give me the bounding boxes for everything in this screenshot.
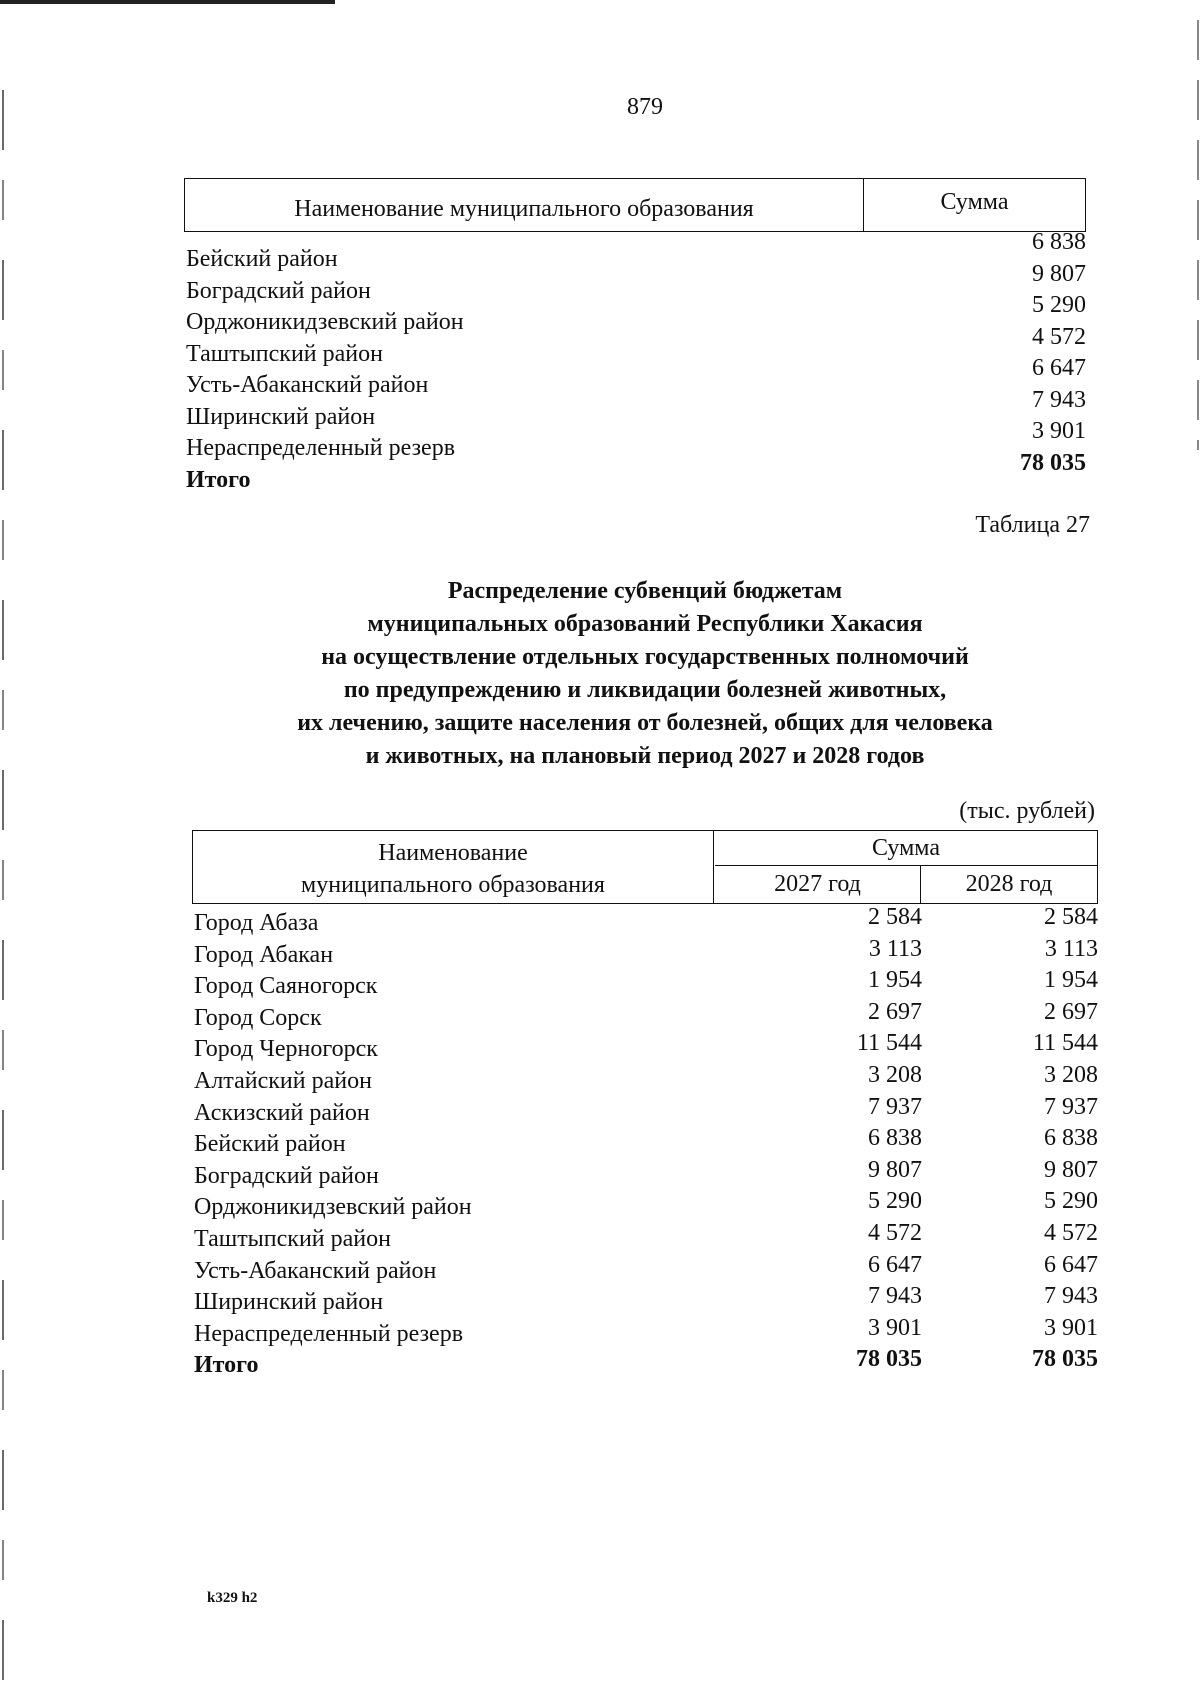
- row-value: 5 290: [1032, 292, 1086, 318]
- row-value-2028: 7 937: [1044, 1093, 1098, 1120]
- row-value-2027: 7 943: [868, 1283, 922, 1310]
- table2-header-name: [193, 831, 714, 903]
- row-name: Боградский район: [194, 1162, 379, 1189]
- table2-header-year-2027: 2027 год: [715, 866, 921, 903]
- table-row: [186, 386, 1086, 430]
- total-value-2027: 78 035: [856, 1346, 922, 1373]
- scan-edge-left: [2, 90, 4, 1680]
- row-value-2028: 11 544: [1032, 1030, 1098, 1057]
- row-value-2027: 4 572: [868, 1220, 922, 1246]
- table-row: [186, 355, 1086, 398]
- row-value-2028: 9 807: [1044, 1156, 1098, 1183]
- table-row: [194, 935, 1098, 970]
- row-name: Орджоникидзевский район: [194, 1194, 472, 1221]
- table2-header-year-2028: 2028 год: [965, 871, 1053, 897]
- table-row: [186, 260, 1086, 304]
- title-line: по предупреждению и ликвидации болезней животных,: [343, 677, 947, 703]
- table-title: [0, 575, 1200, 773]
- row-value-2028: 3 208: [1044, 1062, 1098, 1088]
- row-value: 4 572: [1032, 323, 1086, 350]
- row-name: Бейский район: [194, 1131, 346, 1158]
- row-name: Город Абакан: [194, 941, 334, 968]
- scan-edge-right: [1197, 20, 1199, 450]
- row-value-2027: 3 901: [868, 1314, 922, 1341]
- table-row: [194, 1156, 1098, 1191]
- title-line: муниципальных образований Республики Хакасия: [367, 611, 923, 637]
- table-row: [194, 1222, 1098, 1254]
- row-name: Усть-Абаканский район: [186, 372, 429, 398]
- row-value: 7 943: [1032, 386, 1086, 413]
- row-value-2027: 5 290: [868, 1188, 922, 1215]
- row-name: Боградский район: [186, 277, 371, 304]
- row-name: Город Черногорск: [194, 1036, 378, 1063]
- table-row: [194, 906, 1098, 938]
- row-value: 3 901: [1032, 418, 1086, 444]
- total-value-2028: 78 035: [1032, 1346, 1098, 1373]
- document-code: k329 h2: [207, 1590, 258, 1606]
- table1-header-name: Наименование муниципального образования: [185, 179, 864, 231]
- scan-edge-top: [0, 0, 335, 4]
- row-value-2027: 3 208: [868, 1062, 922, 1088]
- table-total-row: [186, 449, 1086, 493]
- table2-header-sum: Сумма: [715, 831, 1097, 866]
- row-name: Аскизский район: [194, 1099, 370, 1126]
- row-value-2028: 6 647: [1044, 1251, 1098, 1278]
- table-row: [194, 1032, 1098, 1064]
- title-line: на осуществление отдельных государственных полномочий: [321, 644, 969, 670]
- row-value-2027: 1 954: [868, 967, 922, 994]
- units-label: (тыс. рублей): [959, 798, 1095, 824]
- row-value-2027: 3 113: [868, 935, 922, 962]
- table-row: [194, 1093, 1098, 1128]
- table-row: [194, 1314, 1098, 1349]
- row-value-2027: 11 544: [856, 1030, 922, 1057]
- table-row: [194, 1190, 1098, 1222]
- row-value-2028: 4 572: [1044, 1220, 1098, 1246]
- row-name: Город Саяногорск: [194, 973, 378, 1000]
- row-value: 6 838: [1032, 229, 1086, 255]
- row-value-2028: 2 584: [1044, 904, 1098, 930]
- row-value: 6 647: [1032, 355, 1086, 381]
- row-value-2027: 6 838: [868, 1125, 922, 1152]
- row-name: Усть-Абаканский район: [194, 1257, 437, 1284]
- row-value-2028: 7 943: [1044, 1283, 1098, 1310]
- table-row: [194, 1064, 1098, 1096]
- row-name: Ширинский район: [194, 1289, 384, 1316]
- page-number: 879: [627, 94, 663, 120]
- row-value-2027: 2 697: [868, 998, 922, 1025]
- row-name: Нераспределенный резерв: [186, 435, 456, 461]
- row-value-2027: 7 937: [868, 1093, 922, 1120]
- row-name: Нераспределенный резерв: [194, 1320, 464, 1347]
- row-name: Бейский район: [186, 246, 338, 272]
- total-value: 78 035: [1020, 449, 1086, 476]
- row-value-2028: 3 113: [1044, 935, 1098, 962]
- row-value-2028: 3 901: [1044, 1314, 1098, 1341]
- row-value-2027: 6 647: [868, 1251, 922, 1278]
- row-name: Город Абаза: [194, 910, 319, 936]
- row-name: Таштыпский район: [186, 340, 383, 367]
- row-value: 9 807: [1032, 260, 1086, 287]
- table-row: [186, 229, 1086, 272]
- row-value-2027: 9 807: [868, 1156, 922, 1183]
- header-name-line1: Наименование: [378, 840, 528, 866]
- table-row: [194, 1127, 1098, 1159]
- title-line: их лечению, защите населения от болезней, общих для человека: [297, 710, 993, 736]
- row-value-2028: 2 697: [1044, 998, 1098, 1025]
- table-row: [186, 323, 1086, 367]
- table-row: [194, 1285, 1098, 1317]
- row-name: Алтайский район: [194, 1068, 372, 1094]
- header-name-line2: муниципального образования: [301, 872, 605, 898]
- table2-header: [192, 830, 1098, 904]
- row-value-2027: 2 584: [868, 904, 922, 930]
- row-name: Город Сорск: [194, 1004, 322, 1031]
- table-row: [194, 998, 1098, 1033]
- table-row: [194, 969, 1098, 1001]
- table-total-row: [194, 1348, 1098, 1380]
- table-row: [194, 1251, 1098, 1286]
- row-value-2028: 1 954: [1044, 967, 1098, 994]
- table-row: [186, 292, 1086, 335]
- table-row: [186, 418, 1086, 461]
- title-line: и животных, на плановый период 2027 и 2028 годов: [365, 743, 925, 769]
- title-line: Распределение субвенций бюджетам: [447, 578, 843, 604]
- row-value-2028: 5 290: [1044, 1188, 1098, 1215]
- row-name: Орджоникидзевский район: [186, 309, 464, 335]
- row-name: Ширинский район: [186, 403, 376, 430]
- table1-header-sum: Сумма: [940, 188, 1009, 215]
- total-label: Итого: [186, 466, 251, 493]
- row-name: Таштыпский район: [194, 1226, 391, 1252]
- total-label: Итого: [194, 1352, 259, 1379]
- table1-header: [184, 178, 1086, 232]
- row-value-2028: 6 838: [1044, 1125, 1098, 1152]
- table-caption: Таблица 27: [975, 512, 1090, 538]
